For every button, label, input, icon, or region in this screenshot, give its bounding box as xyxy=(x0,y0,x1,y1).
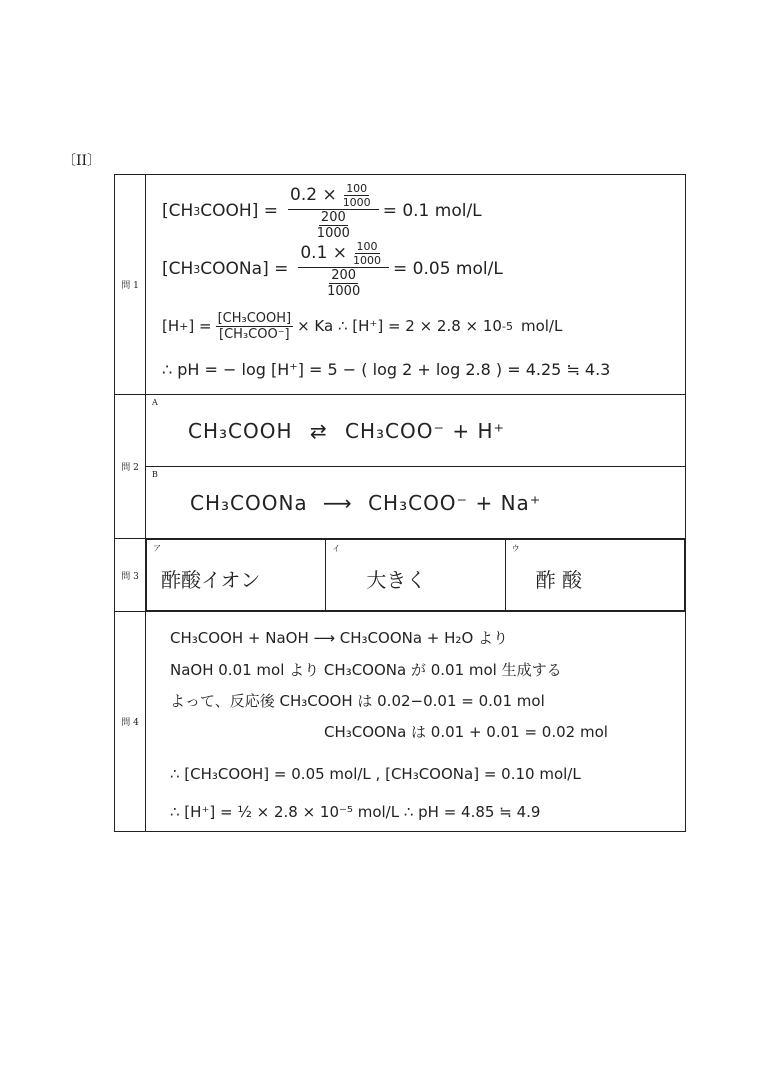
q1-answer-cell xyxy=(146,175,686,395)
q4-line5: ∴ [CH₃COOH] = 0.05 mol/L , [CH₃COONa] = 0.10 mol/L xyxy=(170,765,581,783)
q3-cell-b xyxy=(326,540,505,611)
q1-line2: [CH 3 COONa] = 0.1 × $\frac{100}{1000}$ $\frac{200}{1000}$ = 0.05 mol/L xyxy=(162,239,503,299)
q3-answer-c: 酢 酸 xyxy=(535,568,583,592)
q1-line1: [CH 3 COOH] = 0.2 × $\frac{100}{1000}$ $\frac{200}{1000}$ = 0.1 mol/L xyxy=(162,181,482,241)
answer-table xyxy=(114,174,686,832)
q3-cell-c xyxy=(505,540,684,611)
q4-line3: よって、反応後 CH₃COOH は 0.02−0.01 = 0.01 mol xyxy=(170,692,545,710)
q4-answer-cell xyxy=(146,612,686,832)
q3-label: 問 3 xyxy=(115,539,146,612)
q3-mark-b: イ xyxy=(332,544,341,553)
q3-mark-a: ア xyxy=(153,544,161,553)
q2-part-a-label: A xyxy=(152,398,158,407)
q2-equation-a: CH₃COOH ⇄ CH₃COO⁻ + H⁺ xyxy=(188,419,506,443)
q2-part-a-cell xyxy=(146,395,686,467)
q1-line4: ∴ pH = − log [H⁺] = 5 − ( log 2 + log 2.8 ) = 4.25 ≒ 4.3 xyxy=(162,360,611,379)
q4-line4: CH₃COONa は 0.01 + 0.01 = 0.02 mol xyxy=(324,723,608,741)
q2-equation-b: CH₃COONa ⟶ CH₃COO⁻ + Na⁺ xyxy=(190,491,542,515)
q1-line3-fraction: $\frac{\text{[CH₃COOH]}}{\text{[CH₃COO⁻]}}$ xyxy=(217,310,292,342)
q2-label: 問 2 xyxy=(115,395,146,539)
q4-line1: CH₃COOH + NaOH ⟶ CH₃COONa + H₂O より xyxy=(170,629,509,647)
q3-answer-row xyxy=(146,539,686,612)
q1-line2-fraction: 0.1 × $\frac{100}{1000}$ $\frac{200}{1000}$ xyxy=(298,240,389,299)
q3-mark-c: ウ xyxy=(511,544,520,553)
q1-label: 問 1 xyxy=(115,175,146,395)
q2-part-b-cell xyxy=(146,467,686,539)
q4-line6: ∴ [H⁺] = ½ × 2.8 × 10⁻⁵ mol/L ∴ pH = 4.85 ≒ 4.9 xyxy=(170,803,541,821)
q3-answer-b: 大きく xyxy=(366,568,427,592)
q3-cell-a xyxy=(147,540,326,611)
q3-answer-a: 酢酸イオン xyxy=(161,568,261,592)
q2-part-b-label: B xyxy=(152,470,158,479)
q4-label: 問 4 xyxy=(115,612,146,832)
section-label: 〔II〕 xyxy=(62,153,102,169)
q1-line1-fraction: 0.2 × $\frac{100}{1000}$ $\frac{200}{1000}$ xyxy=(288,182,379,241)
q4-line2: NaOH 0.01 mol より CH₃COONa が 0.01 mol 生成する xyxy=(170,661,562,679)
q1-line3: [H + ] = $\frac{\text{[CH₃COOH]}}{\text{[CH₃COO⁻]}}$ × Ka ∴ [H⁺] = 2 × 2.8 × 10 -5 mol/L xyxy=(162,310,563,342)
